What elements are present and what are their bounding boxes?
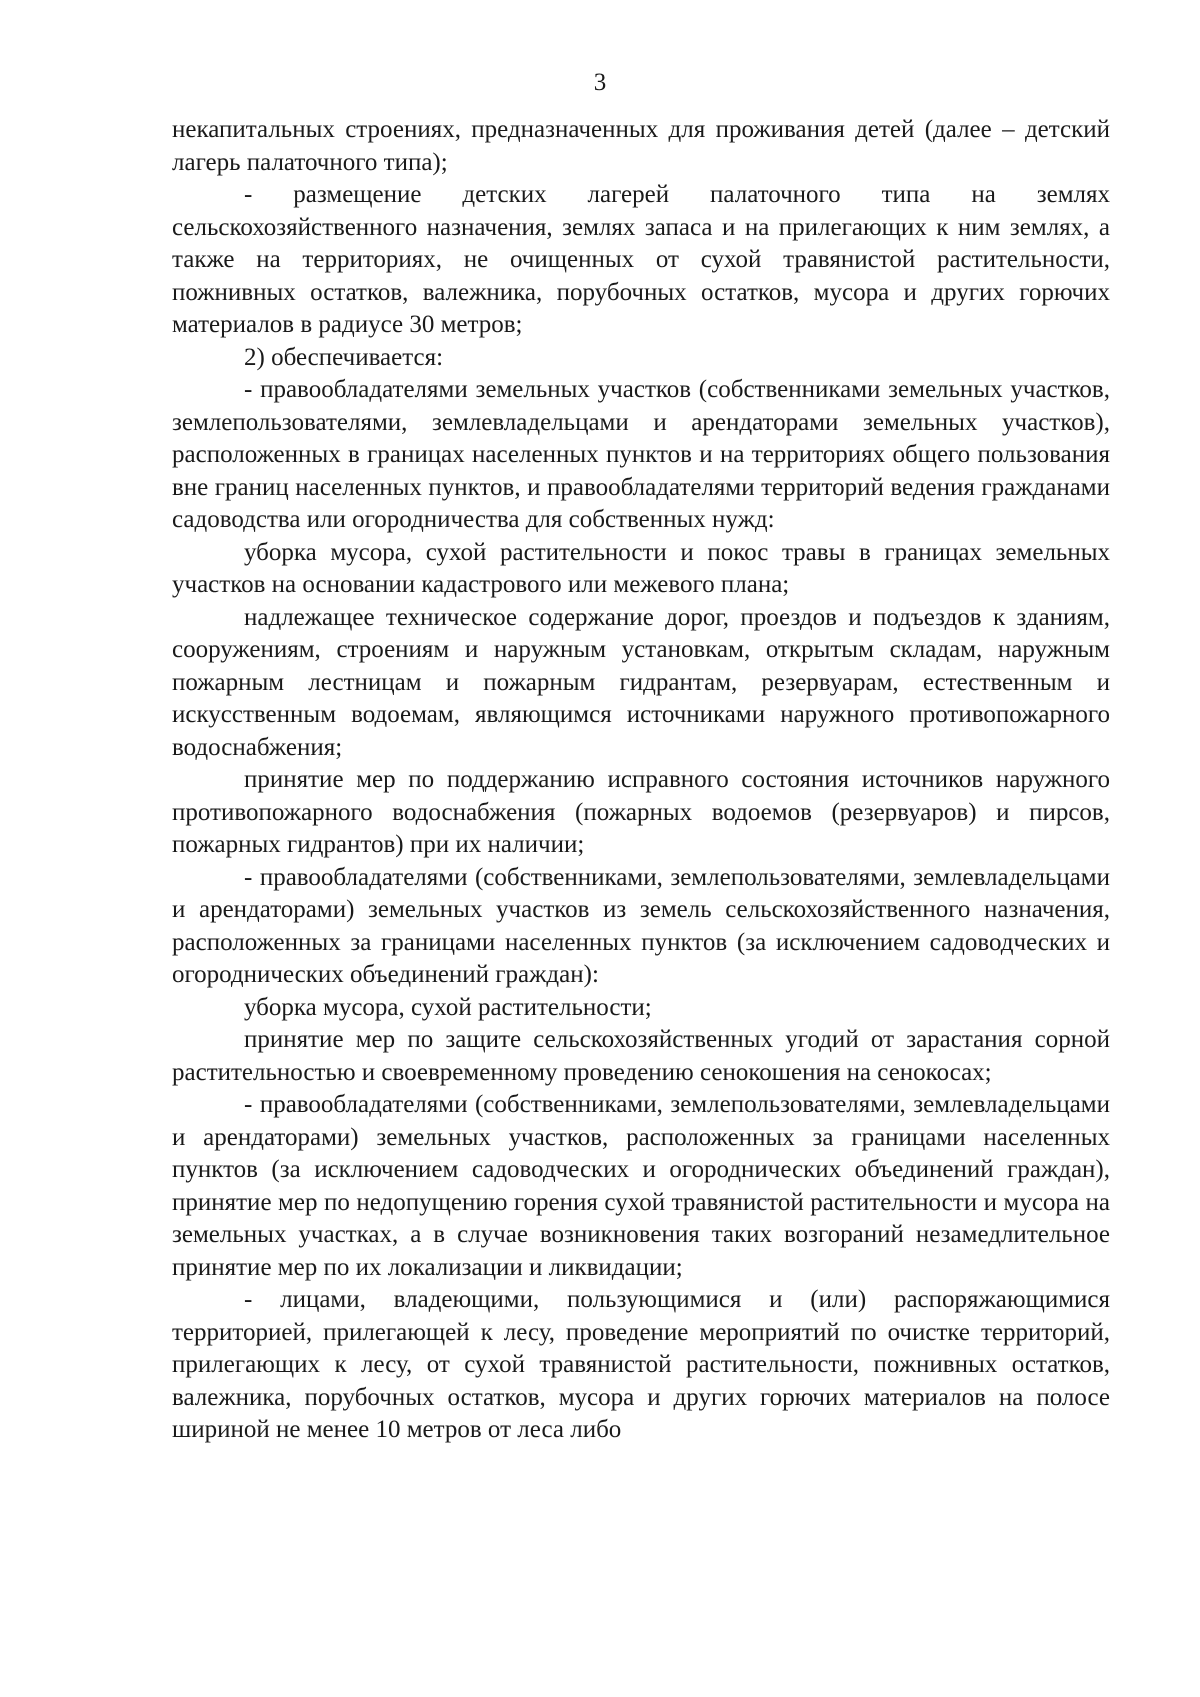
paragraph: - правообладателями земельных участков (собственниками земельных участков, землепользователями, землевладельцами и арендаторами земельных участков), расположенных в границах населенных пунктов и на территориях общего пользования вне границ населенных пунктов, и правообладателями территорий ведения гражданами садоводства или огородничества для собственных нужд:	[172, 376, 1110, 533]
paragraph: некапитальных строениях, предназначенных для проживания детей (далее – детский лагерь палаточного типа);	[172, 116, 1110, 176]
paragraph: 2) обеспечивается:	[244, 343, 444, 371]
paragraph: уборка мусора, сухой растительности;	[244, 993, 652, 1021]
paragraph: - правообладателями (собственниками, землепользователями, землевладельцами и арендаторами) земельных участков, расположенных за границами населенных пунктов (за исключением садоводческих и огороднических объединений граждан), принятие мер по недопущению горения сухой травянистой растительности и мусора на земельных участках, а в случае возникновения таких возгораний незамедлительное принятие мер по их локализации и ликвидации;	[172, 1091, 1110, 1281]
paragraph: надлежащее техническое содержание дорог, проездов и подъездов к зданиям, сооружениям, строениям и наружным установкам, открытым складам, наружным пожарным лестницам и пожарным гидрантам, резервуарам, естественным и искусственным водоемам, являющимся источниками наружного противопожарного водоснабжения;	[172, 603, 1110, 761]
paragraph: принятие мер по поддержанию исправного состояния источников наружного противопожарного водоснабжения (пожарных водоемов (резервуаров) и пирсов, пожарных гидрантов) при их наличии;	[172, 766, 1110, 858]
paragraph: - правообладателями (собственниками, землепользователями, землевладельцами и арендаторами) земельных участков из земель сельскохозяйственного назначения, расположенных за границами населенных пунктов (за исключением садоводческих и огороднических объединений граждан):	[172, 863, 1110, 988]
paragraph: уборка мусора, сухой растительности и покос травы в границах земельных участков на основании кадастрового или межевого плана;	[172, 538, 1110, 598]
paragraph: принятие мер по защите сельскохозяйственных угодий от зарастания сорной растительностью и своевременному проведению сенокошения на сенокосах;	[172, 1026, 1110, 1086]
paragraph: - размещение детских лагерей палаточного типа на землях сельскохозяйственного назначения, землях запаса и на прилегающих к ним землях, а также на территориях, не очищенных от сухой травянистой растительности, пожнивных остатков, валежника, порубочных остатков, мусора и других горючих материалов в радиусе 30 метров;	[172, 181, 1110, 338]
page-number: 3	[593, 69, 607, 96]
paragraph: - лицами, владеющими, пользующимися и (или) распоряжающимися территорией, прилегающей к лесу, проведение мероприятий по очистке территорий, прилегающих к лесу, от сухой травянистой растительности, пожнивных остатков, валежника, порубочных остатков, мусора и других горючих материалов на полосе шириной не менее 10 метров от леса либо	[172, 1286, 1110, 1443]
document-body	[172, 114, 1110, 1447]
